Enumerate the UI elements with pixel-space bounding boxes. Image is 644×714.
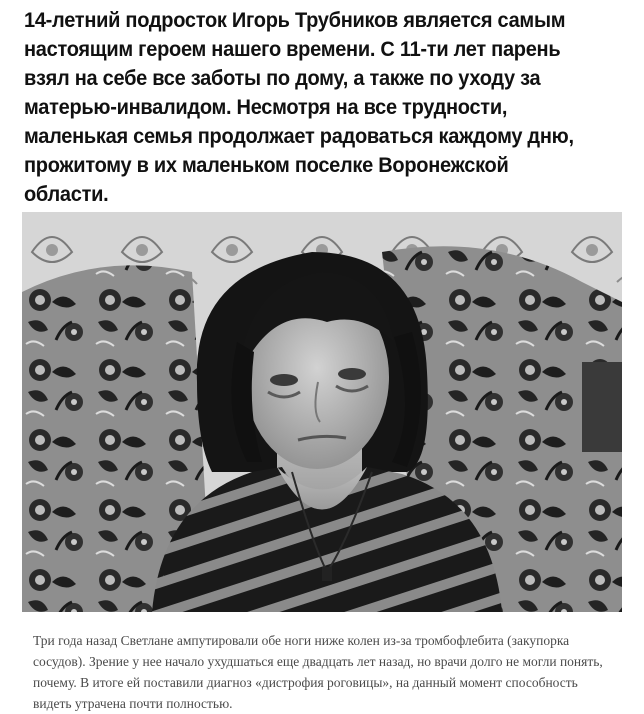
photo-caption: Три года назад Светлане ампутировали обе ноги ниже колен из-за тромбофлебита (закупорка сосудов). Зрение у нее начало ухудшаться еще двадцать лет назад, но врачи долго не могли понять, почему. В итоге ей поставили диагноз «дистрофия роговицы», на данный момент способность видеть утрачена почти полностью. — [33, 633, 603, 711]
article-headline: 14-летний подросток Игорь Трубников является самым настоящим героем нашего времени. С 11-ти лет парень взял на себе все заботы по дому, а также по уходу за матерью-инвалидом. Несмотря на все трудности, маленькая семья продолжает радоваться каждому дню, прожитому в их маленьком поселке Воронежской области. — [24, 8, 574, 206]
article-photo — [22, 212, 622, 612]
photo-illustration — [22, 212, 622, 612]
